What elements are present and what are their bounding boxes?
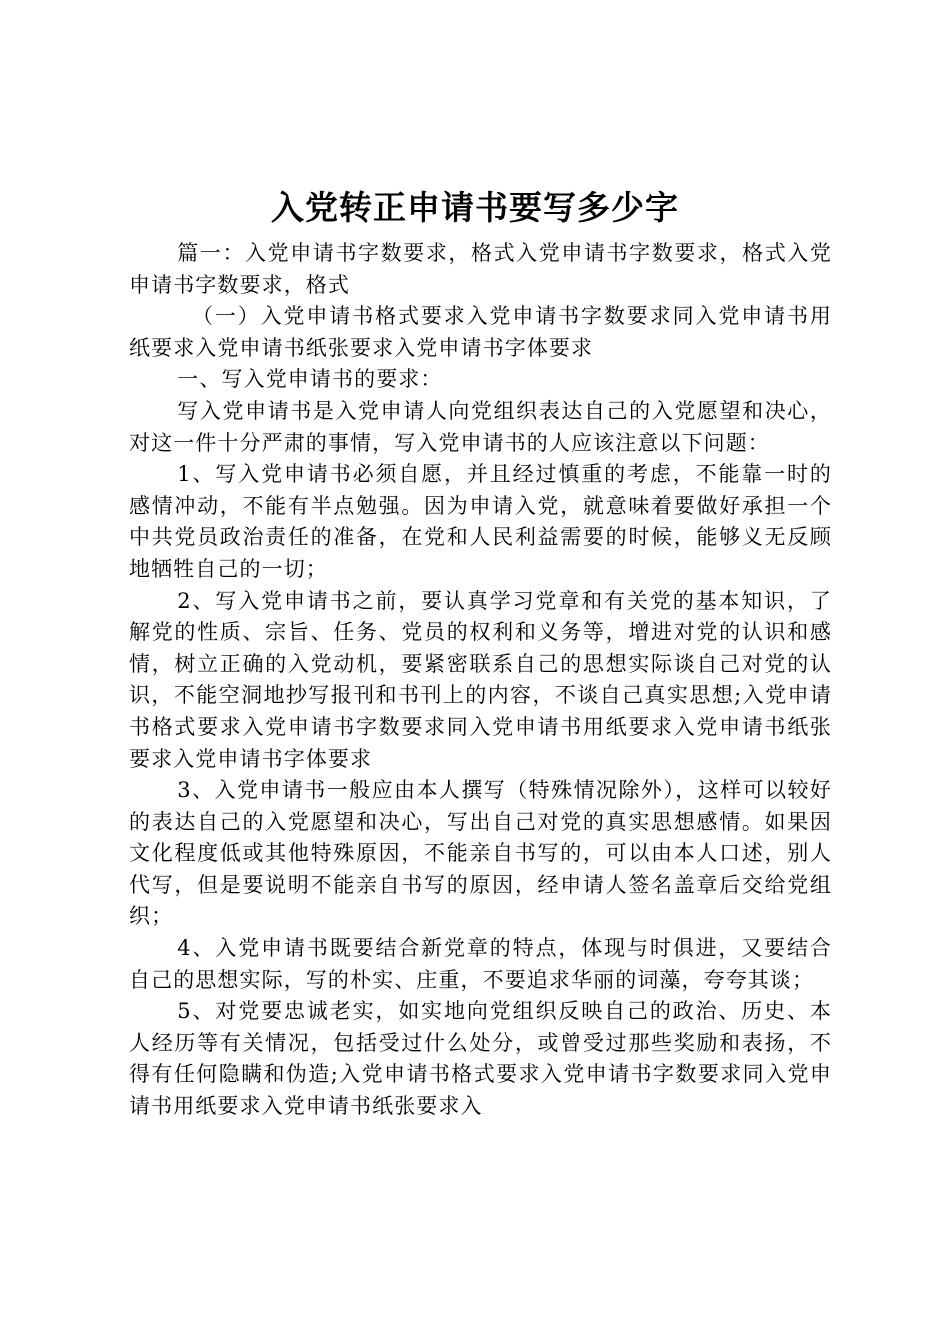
paragraph-format-heading: （一）入党申请书格式要求入党申请书字数要求同入党申请书用纸要求入党申请书纸张要求入党申请书字体要求 bbox=[129, 304, 832, 360]
paragraph-point-3: 3、入党申请书一般应由本人撰写（特殊情况除外），这样可以较好的表达自己的入党愿望和决心，写出自己对党的真实思想感情。如果因文化程度低或其他特殊原因，不能亲自书写的，可以由本人口述，别人代写，但是要说明不能亲自书写的原因，经申请人签名盖章后交给党组织； bbox=[129, 778, 832, 929]
document-title: 入党转正申请书要写多少字 bbox=[271, 188, 679, 227]
paragraph-point-4: 4、入党申请书既要结合新党章的特点，体现与时俱进，又要结合自己的思想实际，写的朴实、庄重，不要追求华丽的词藻，夸夸其谈； bbox=[129, 936, 832, 992]
paragraph-overview: 写入党申请书是入党申请人向党组织表达自己的入党愿望和决心，对这一件十分严肃的事情，写入党申请书的人应该注意以下问题： bbox=[129, 398, 832, 455]
paragraph-point-1: 1、写入党申请书必须自愿，并且经过慎重的考虑，不能靠一时的感情冲动，不能有半点勉强。因为申请入党，就意味着要做好承担一个中共党员政治责任的准备，在党和人民利益需要的时候，能够义无反顾地牺牲自己的一切； bbox=[129, 462, 832, 581]
paragraph-point-2: 2、写入党申请书之前，要认真学习党章和有关党的基本知识，了解党的性质、宗旨、任务、党员的权利和义务等，增进对党的认识和感情，树立正确的入党动机，要紧密联系自己的思想实际谈自己对党的认识，不能空洞地抄写报刊和书刊上的内容，不谈自己真实思想;入党申请书格式要求入党申请书字数要求同入党申请书用纸要求入党申请书纸张要求入党申请书字体要求 bbox=[129, 588, 832, 771]
document-body bbox=[129, 238, 832, 1123]
paragraph-intro: 篇一：入党申请书字数要求，格式入党申请书字数要求，格式入党申请书字数要求，格式 bbox=[129, 241, 832, 297]
paragraph-section-heading: 一、写入党申请书的要求： bbox=[177, 367, 443, 392]
paragraph-point-5: 5、对党要忠诚老实，如实地向党组织反映自己的政治、历史、本人经历等有关情况，包括受过什么处分，或曾受过那些奖励和表扬，不得有任何隐瞒和伪造;入党申请书格式要求入党申请书字数要求同入党申请书用纸要求入党申请书纸张要求入 bbox=[129, 999, 832, 1119]
